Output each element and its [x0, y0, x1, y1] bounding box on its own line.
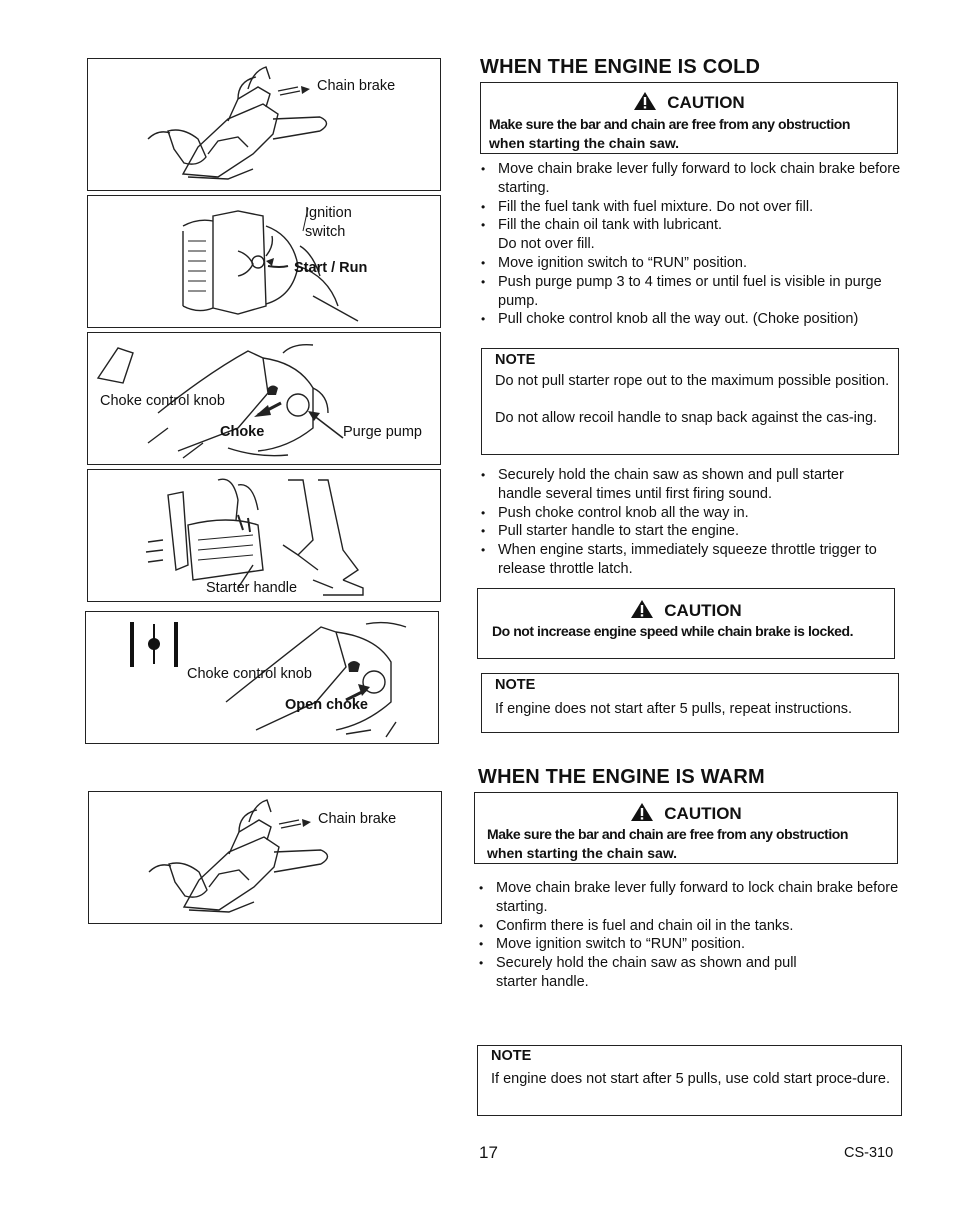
purge-pump-label: Purge pump: [343, 424, 422, 440]
ignition-label-line1: Ignition: [305, 205, 352, 221]
list-item: • Push choke control knob all the way in.: [481, 504, 901, 523]
warm-steps-list: [479, 879, 901, 992]
caution-box-cold-2: [477, 588, 895, 659]
warning-icon: [630, 802, 654, 822]
caution-title: CAUTION: [475, 802, 897, 824]
caution-line2: when starting the chain saw.: [489, 135, 680, 151]
caution-line1: Make sure the bar and chain are free from any obstruction: [489, 116, 851, 132]
ignition-label-line2: switch: [305, 224, 346, 240]
list-item: • Fill the chain oil tank with lubricant. Do not over fill.: [481, 216, 901, 254]
list-item: • Pull choke control knob all the way out. (Choke position): [481, 310, 901, 329]
note-box-cold-2: [481, 673, 899, 733]
figure-starter-handle: [87, 469, 441, 602]
caution-box-cold: [480, 82, 898, 154]
list-item: • Securely hold the chain saw as shown and pull starter handle several times until first firing sound.: [481, 466, 901, 504]
choke-knob-label: Choke control knob: [100, 393, 225, 409]
choke-knob-label: Choke control knob: [187, 666, 312, 682]
warning-icon: [633, 91, 657, 111]
note-text: If engine does not start after 5 pulls, repeat instructions.: [495, 701, 853, 717]
note-box-warm: [477, 1045, 902, 1116]
figure-choke-purge: [87, 332, 441, 465]
ignition-switch-illustration: [88, 196, 441, 328]
caution-text: Do not increase engine speed while chain brake is locked.: [492, 623, 854, 639]
warning-icon: [630, 599, 654, 619]
chain-brake-label: Chain brake: [318, 811, 397, 827]
cold-heading: WHEN THE ENGINE IS COLD: [480, 56, 761, 78]
figure-chain-brake-warm: [88, 791, 442, 924]
note-paragraph-1: Do not pull starter rope out to the maximum possible position.: [495, 373, 890, 389]
list-item: • When engine starts, immediately squeeze throttle trigger to release throttle latch.: [481, 541, 901, 579]
list-item: • Move ignition switch to “RUN” position.: [481, 254, 901, 273]
list-item: • Pull starter handle to start the engine.: [481, 522, 901, 541]
chain-brake-label: Chain brake: [317, 78, 396, 94]
caution-title: CAUTION: [481, 91, 897, 113]
note-box-cold-1: [481, 348, 899, 455]
note-title: NOTE: [495, 677, 536, 693]
list-item: • Push purge pump 3 to 4 times or until fuel is visible in purge pump.: [481, 273, 901, 311]
warm-heading: WHEN THE ENGINE IS WARM: [478, 766, 765, 788]
list-item: • Confirm there is fuel and chain oil in the tanks.: [479, 917, 901, 936]
list-item: • Move ignition switch to “RUN” position.: [479, 935, 901, 954]
caution-box-warm: [474, 792, 898, 864]
note-paragraph-2: Do not allow recoil handle to snap back against the cas-ing.: [495, 410, 878, 426]
open-choke-label: Open choke: [285, 697, 368, 713]
cold-steps-list-2: [481, 466, 901, 579]
starter-handle-label: Starter handle: [206, 580, 298, 596]
list-item: • Move chain brake lever fully forward to lock chain brake before starting.: [479, 879, 901, 917]
cold-steps-list-1: [481, 160, 901, 329]
note-title: NOTE: [491, 1048, 532, 1064]
caution-title: CAUTION: [478, 599, 894, 621]
model-number: CS-310: [844, 1145, 894, 1161]
figure-chain-brake-cold: [87, 58, 441, 191]
note-text: If engine does not start after 5 pulls, use cold start proce-dure.: [491, 1071, 890, 1087]
list-item: • Fill the fuel tank with fuel mixture. Do not over fill.: [481, 198, 901, 217]
note-title: NOTE: [495, 352, 536, 368]
figure-ignition-switch: [87, 195, 441, 328]
page-number: 17: [479, 1143, 498, 1162]
caution-line2: when starting the chain saw.: [487, 845, 678, 861]
list-item: • Securely hold the chain saw as shown and pull starter handle.: [479, 954, 901, 992]
caution-line1: Make sure the bar and chain are free from any obstruction: [487, 826, 849, 842]
start-run-label: Start / Run: [294, 260, 368, 276]
figure-open-choke: [85, 611, 439, 744]
choke-label: Choke: [220, 424, 265, 440]
list-item: • Move chain brake lever fully forward to lock chain brake before starting.: [481, 160, 901, 198]
